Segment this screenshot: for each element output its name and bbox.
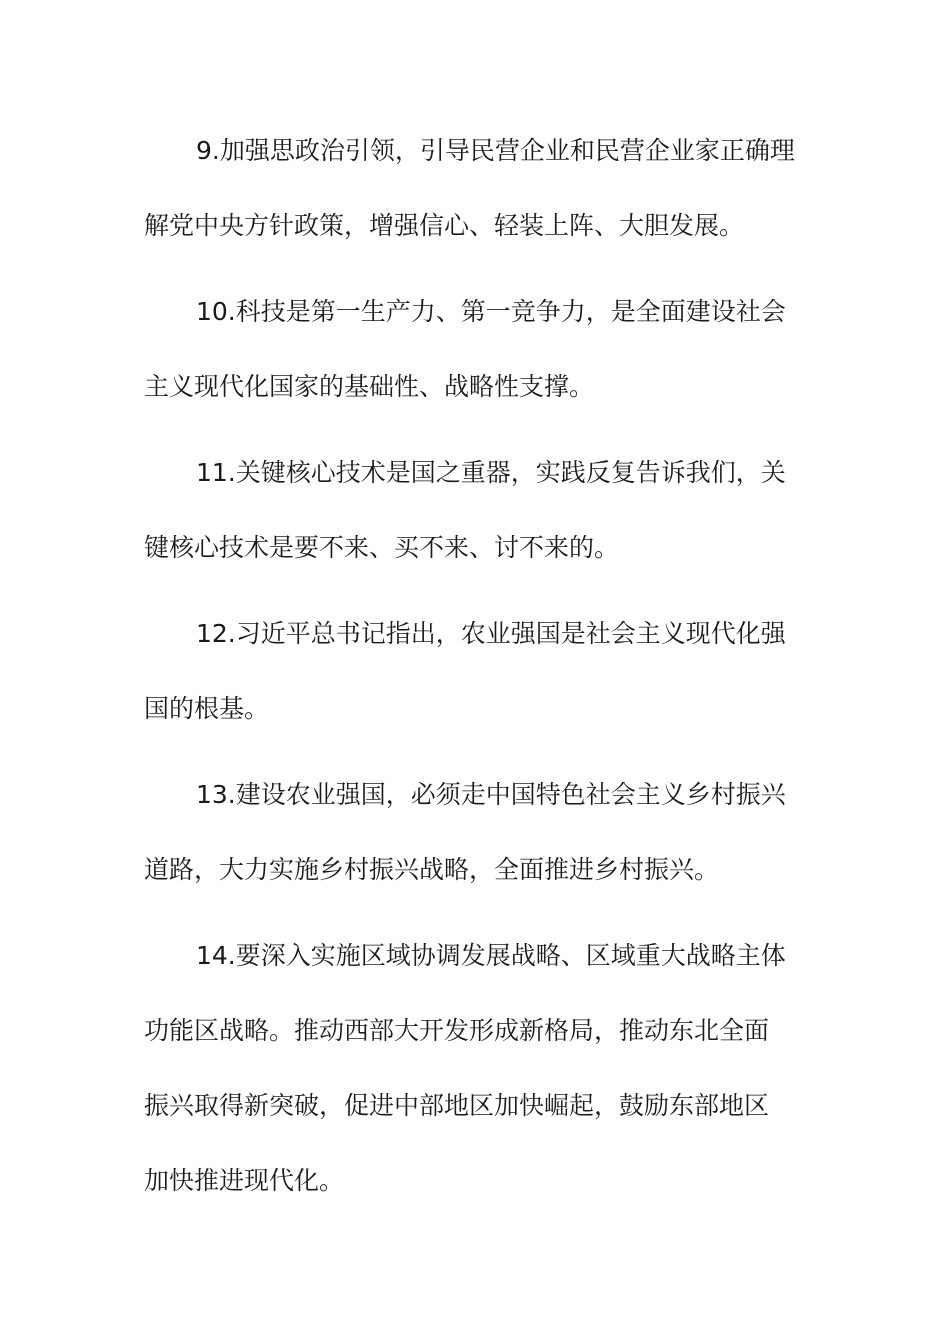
paragraph-line: 振兴取得新突破，促进中部地区加快崛起，鼓励东部地区 [144, 1091, 770, 1120]
paragraph-13 [144, 757, 808, 907]
paragraph-line: 10.科技是第一生产力、第一竞争力，是全面建设社会 [196, 297, 786, 326]
paragraph-line: 加快推进现代化。 [144, 1166, 345, 1195]
paragraph-line: 道路，大力实施乡村振兴战略，全面推进乡村振兴。 [144, 855, 720, 884]
paragraph-14 [144, 918, 808, 1218]
paragraph-11 [144, 435, 808, 585]
paragraph-line: 13.建设农业强国，必须走中国特色社会主义乡村振兴 [196, 780, 786, 809]
paragraph-line: 主义现代化国家的基础性、战略性支撑。 [144, 372, 595, 401]
paragraph-line: 解党中央方针政策，增强信心、轻装上阵、大胆发展。 [144, 211, 745, 240]
paragraph-line: 11.关键核心技术是国之重器，实践反复告诉我们，关 [196, 458, 786, 487]
paragraph-line: 14.要深入实施区域协调发展战略、区域重大战略主体 [196, 941, 786, 970]
document-body [144, 113, 808, 1229]
paragraph-line: 9.加强思政治引领，引导民营企业和民营企业家正确理 [196, 136, 795, 165]
paragraph-10 [144, 274, 808, 424]
paragraph-9 [144, 113, 808, 263]
paragraph-line: 国的根基。 [144, 694, 270, 723]
paragraph-12 [144, 596, 808, 746]
paragraph-line: 功能区战略。推动西部大开发形成新格局，推动东北全面 [144, 1016, 770, 1045]
paragraph-line: 12.习近平总书记指出，农业强国是社会主义现代化强 [196, 619, 786, 648]
paragraph-line: 键核心技术是要不来、买不来、讨不来的。 [144, 533, 620, 562]
